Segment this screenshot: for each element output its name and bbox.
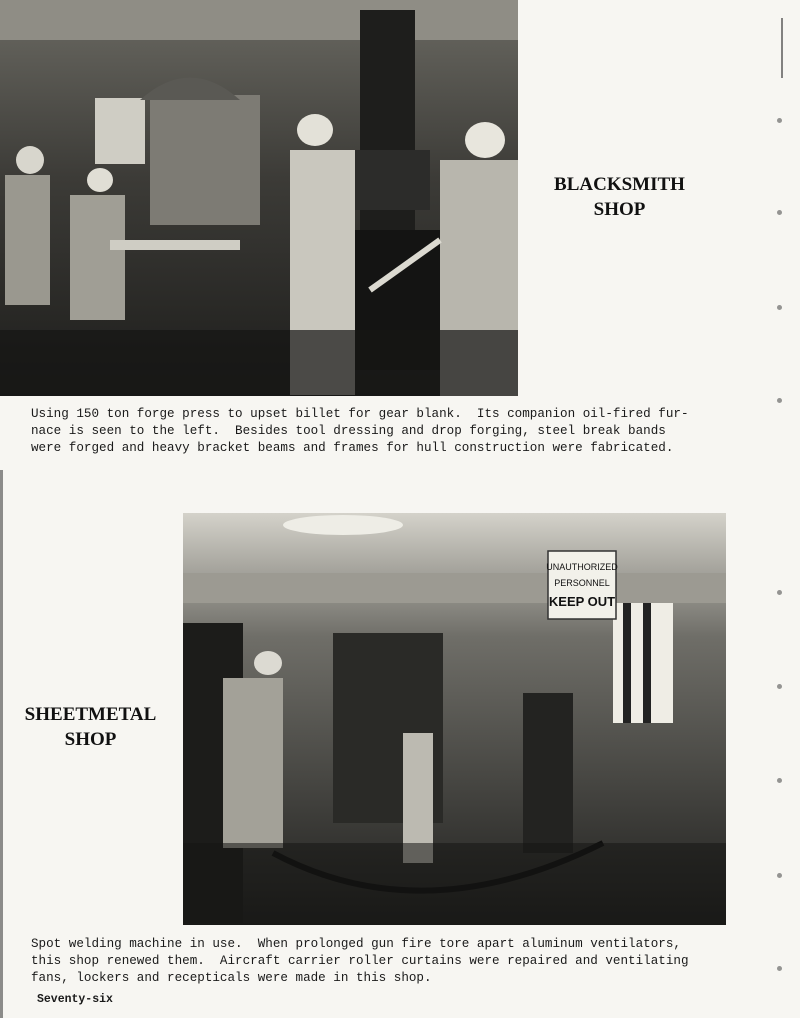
sheetmetal-shop-photo <box>183 513 726 925</box>
heading-line: SHOP <box>64 729 117 750</box>
blacksmith-shop-photo <box>0 0 518 396</box>
page-number-label: Seventy-six <box>37 993 113 1006</box>
binding-hole-mark <box>777 684 782 689</box>
binding-hole-mark <box>777 398 782 403</box>
sheetmetal-caption <box>31 936 689 987</box>
caption-line: Using 150 ton forge press to upset billet for gear blank. Its companion oil-fired fur- <box>31 407 689 421</box>
caption-line: nace is seen to the left. Besides tool dressing and drop forging, steel break bands <box>31 424 666 438</box>
heading-line: BLACKSMITH <box>554 174 685 195</box>
blacksmith-shop-heading <box>527 172 712 222</box>
caption-line: this shop renewed them. Aircraft carrier roller curtains were repaired and ventilating <box>31 954 689 968</box>
binding-hole-mark <box>777 590 782 595</box>
binding-hole-mark <box>777 966 782 971</box>
sheetmetal-shop-heading <box>8 702 173 752</box>
caption-line: Spot welding machine in use. When prolonged gun fire tore apart aluminum ventilators, <box>31 937 681 951</box>
caption-line: were forged and heavy bracket beams and frames for hull construction were fabricated. <box>31 441 674 455</box>
sign-line: KEEP OUT <box>548 594 616 609</box>
heading-line: SHOP <box>593 199 646 220</box>
binding-hole-mark <box>777 778 782 783</box>
binding-hole-mark <box>777 873 782 878</box>
heading-line: SHEETMETAL <box>24 704 157 725</box>
binding-hole-mark <box>777 118 782 123</box>
sheetmetal-spot-welding-photo-icon <box>183 513 726 925</box>
binding-hole-mark <box>777 305 782 310</box>
caption-line: fans, lockers and recepticals were made in this shop. <box>31 971 432 985</box>
blacksmith-caption <box>31 406 689 457</box>
page-edge-shadow <box>0 470 3 1018</box>
page-edge-mark <box>781 18 783 78</box>
blacksmith-forge-press-photo-icon <box>0 0 518 396</box>
sign-line: PERSONNEL <box>554 578 610 588</box>
binding-hole-mark <box>777 210 782 215</box>
sign-line: UNAUTHORIZED <box>546 562 618 572</box>
